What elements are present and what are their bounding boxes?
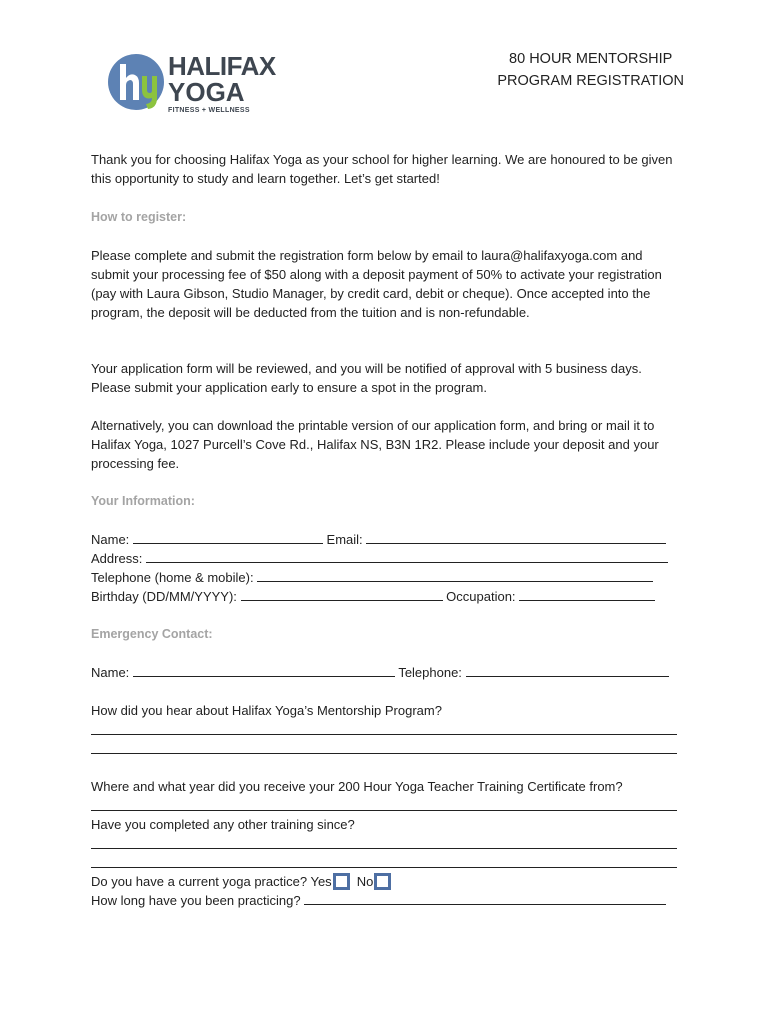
no-label: No	[356, 874, 374, 889]
answer-line-training-1[interactable]	[91, 848, 677, 849]
how-to-paragraph-3: Alternatively, you can download the printable version of our application form, and bring or mail it to Halifax Yoga, 1027 Purcell’s Cove Rd., Halifax NS, B3N 1R2. Please include your deposit and your processing fee.	[91, 418, 659, 471]
logo-halifax: HALIFAX	[168, 51, 276, 81]
yes-checkbox[interactable]	[333, 873, 350, 890]
birthday-label: Birthday (DD/MM/YYYY):	[91, 589, 237, 604]
question-hear-about: How did you hear about Halifax Yoga’s Mentorship Program?	[91, 703, 442, 718]
emergency-telephone-label: Telephone:	[398, 665, 462, 680]
how-to-register-heading: How to register:	[91, 210, 187, 224]
question-practice-length: How long have you been practicing?	[91, 893, 301, 908]
name-email-row	[91, 530, 666, 549]
answer-line-hear-1[interactable]	[91, 734, 677, 735]
emergency-telephone-field[interactable]	[466, 663, 669, 677]
email-label: Email:	[326, 532, 363, 547]
how-to-paragraph-1: Please complete and submit the registration form below by email to laura@halifaxyoga.com and submit your processing fee of $50 along with a deposit payment of 50% to activate your registration (pay with Laura Gibson, Studio Manager, by credit card, debit or cheque). Once accepted into the program, the deposit will be deducted from the tuition and is non-refundable.	[91, 248, 662, 320]
telephone-row	[91, 568, 653, 587]
birthday-occupation-row	[91, 587, 655, 606]
occupation-label: Occupation:	[446, 589, 516, 604]
hy-monogram-icon	[106, 52, 166, 112]
answer-line-hear-2[interactable]	[91, 753, 677, 754]
yes-label: Yes	[310, 874, 332, 889]
answer-line-training-2[interactable]	[91, 867, 677, 868]
name-field[interactable]	[133, 530, 323, 544]
intro-text: Thank you for choosing Halifax Yoga as your school for higher learning. We are honoured to be given this opportunity to study and learn together. Let’s get started!	[91, 152, 673, 186]
email-field[interactable]	[366, 530, 666, 544]
telephone-field[interactable]	[257, 568, 653, 582]
address-row	[91, 549, 668, 568]
emergency-name-label: Name:	[91, 665, 130, 680]
logo-yoga: YOGA	[168, 77, 245, 107]
answer-line-certificate[interactable]	[91, 810, 677, 811]
page-title	[497, 48, 684, 92]
practice-length-row	[91, 891, 666, 910]
emergency-name-field[interactable]	[133, 663, 395, 677]
question-certificate: Where and what year did you receive your 200 Hour Yoga Teacher Training Certificate from?	[91, 779, 623, 794]
question-current-practice: Do you have a current yoga practice?	[91, 874, 308, 889]
birthday-field[interactable]	[241, 587, 443, 601]
telephone-label: Telephone (home & mobile):	[91, 570, 254, 585]
emergency-contact-heading: Emergency Contact:	[91, 627, 213, 641]
your-information-heading: Your Information:	[91, 494, 195, 508]
practice-length-field[interactable]	[304, 891, 666, 905]
address-field[interactable]	[146, 549, 668, 563]
halifax-yoga-logo	[106, 52, 286, 114]
emergency-row	[91, 663, 669, 682]
title-line-2: PROGRAM REGISTRATION	[497, 73, 684, 89]
name-label: Name:	[91, 532, 130, 547]
how-to-paragraph-2: Your application form will be reviewed, and you will be notified of approval with 5 business days. Please submit your application early to ensure a spot in the program.	[91, 361, 642, 395]
address-label: Address:	[91, 551, 143, 566]
question-other-training: Have you completed any other training since?	[91, 817, 355, 832]
no-checkbox[interactable]	[374, 873, 391, 890]
occupation-field[interactable]	[519, 587, 655, 601]
title-line-1: 80 HOUR MENTORSHIP	[509, 51, 673, 67]
logo-wordmark	[168, 53, 276, 114]
logo-tagline: FITNESS + WELLNESS	[168, 107, 250, 114]
yoga-practice-row	[91, 872, 394, 891]
